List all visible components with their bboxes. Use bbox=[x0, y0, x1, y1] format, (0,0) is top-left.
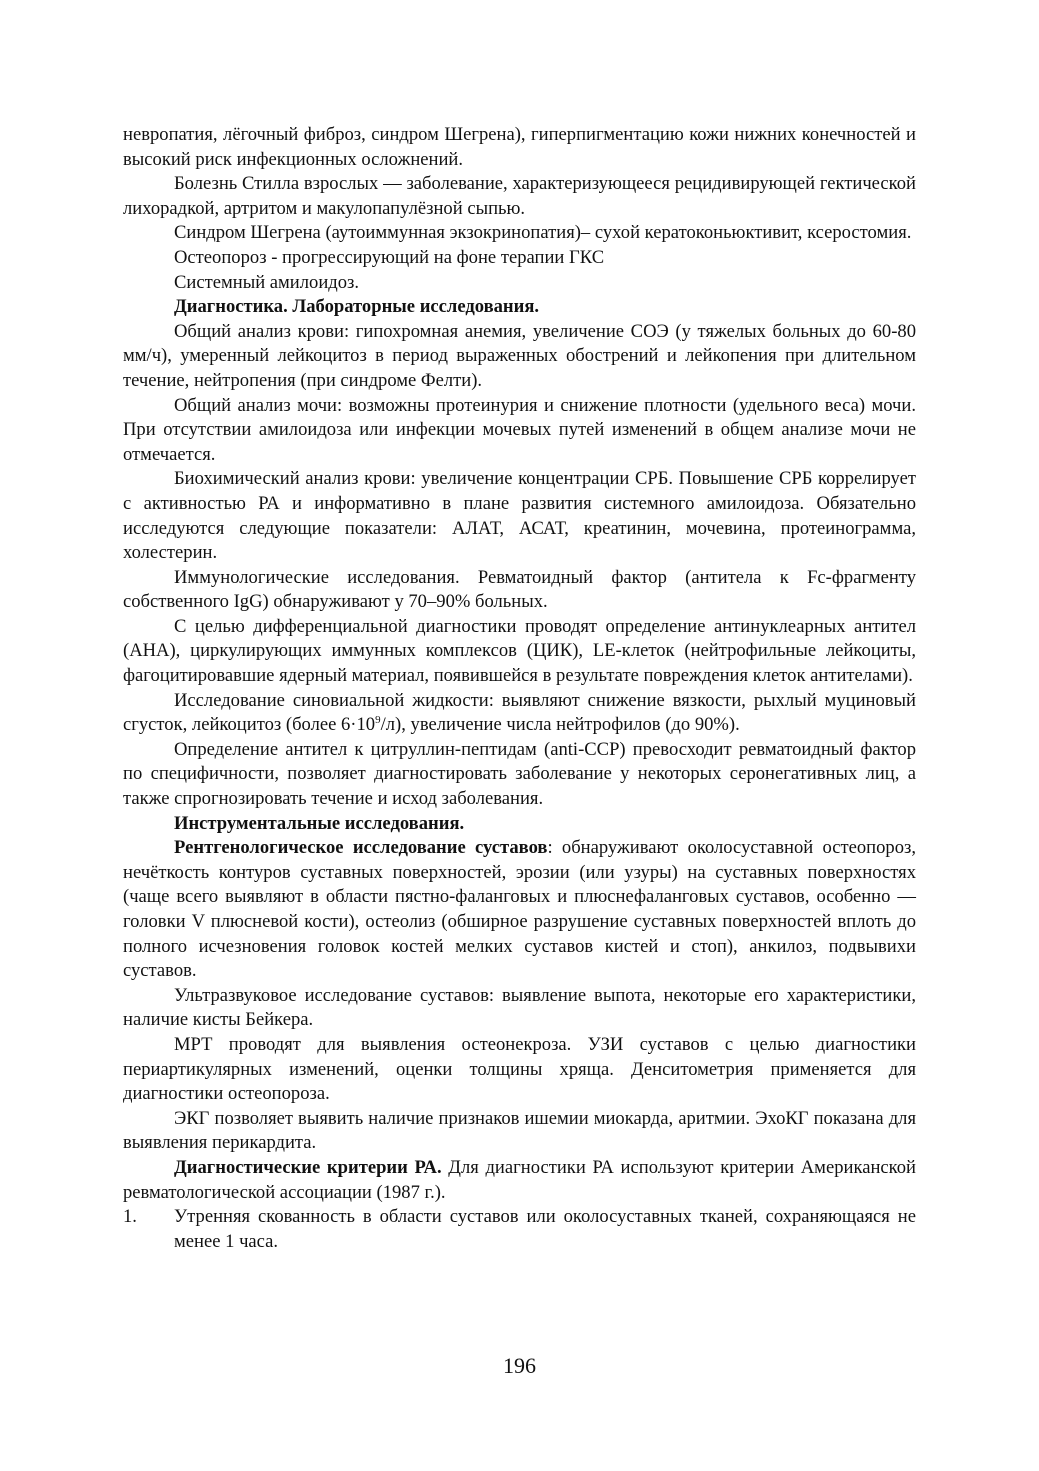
paragraph-xray bbox=[123, 836, 916, 984]
paragraph-ecg: ЭКГ позволяет выявить наличие признаков ишемии миокарда, аритмии. ЭхоКГ показана для выявления перикардита. bbox=[123, 1107, 916, 1154]
paragraph-osteoporosis: Остеопороз - прогрессирующий на фоне терапии ГКС bbox=[174, 246, 605, 268]
list-item-number: 1. bbox=[123, 1206, 137, 1228]
paragraph-sjogren: Синдром Шегрена (аутоиммунная экзокринопатия)– сухой кератоконьюктивит, ксеростомия. bbox=[174, 222, 912, 244]
paragraph-ultrasound: Ультразвуковое исследование суставов: выявление выпота, некоторые его характеристики, наличие кисты Бейкера. bbox=[123, 984, 916, 1031]
list-item-text: Утренняя скованность в области суставов или околосуставных тканей, сохраняющаяся не менее 1 часа. bbox=[174, 1206, 916, 1252]
paragraph-biochemistry: Биохимический анализ крови: увеличение концентрации СРБ. Повышение СРБ коррелирует с активностью РА и информативно в плане развития системного амилоидоза. Обязательно исследуются следующие показатели: АЛАТ, АСАТ, креатинин, мочевина, протеинограмма, холестерин. bbox=[123, 468, 916, 564]
list-item bbox=[123, 1205, 916, 1254]
paragraph-synovial-fluid bbox=[123, 689, 916, 738]
paragraph-immunology: Иммунологические исследования. Ревматоидный фактор (антитела к Fc-фрагменту собственного IgG) обнаруживают у 70–90% больных. bbox=[123, 566, 916, 613]
paragraph-urine-test: Общий анализ мочи: возможны протеинурия и снижение плотности (удельного веса) мочи. При отсутствии амилоидоза или инфекции мочевых путей изменений в общем анализе мочи не отмечается. bbox=[123, 394, 916, 465]
paragraph-amyloidosis: Системный амилоидоз. bbox=[174, 271, 360, 293]
paragraph-criteria bbox=[123, 1156, 916, 1205]
criteria-text: Для диагностики РА используют критерии Американской ревматологической ассоциации (1987 г.). bbox=[123, 1156, 916, 1203]
paragraph-complications: невропатия, лёгочный фиброз, синдром Шегрена), гиперпигментацию кожи нижних конечностей и высокий риск инфекционных осложнений. bbox=[123, 124, 916, 170]
paragraph-mri: МРТ проводят для выявления остеонекроза. УЗИ суставов с целью диагностики периартикулярных изменений, оценки толщины хряща. Денситометрия применяется для диагностики остеопороза. bbox=[123, 1033, 916, 1105]
synovial-superscript: 9 bbox=[375, 714, 381, 727]
criteria-bold-term: Диагностические критерии РА. bbox=[174, 1156, 442, 1178]
synovial-text-b: /л), увеличение числа нейтрофилов (до 90%). bbox=[380, 714, 740, 736]
paragraph-differential: С целью дифференциальной диагностики проводят определение антинуклеарных антител (АНА), циркулирующих иммунных комплексов (ЦИК), LE-клеток (нейтрофильные лейкоциты, фагоцитировавшие ядерный материал, появившейся в результате повреждения клеток антителами). bbox=[123, 615, 916, 687]
page-number: 196 bbox=[503, 1353, 536, 1378]
paragraph-still-disease: Болезнь Стилла взрослых — заболевание, характеризующееся рецидивирующей гектической лихорадкой, артритом и макулопапулёзной сыпью. bbox=[123, 173, 916, 219]
xray-bold-term: Рентгенологическое исследование суставов bbox=[174, 837, 548, 859]
heading-instrumental: Инструментальные исследования. bbox=[174, 812, 465, 834]
paragraph-blood-test: Общий анализ крови: гипохромная анемия, увеличение СОЭ (у тяжелых больных до 60-80 мм/ч), умеренный лейкоцитоз в период выраженных обострений и лейкопения при длительном течение, нейтропения (при синдроме Фелти). bbox=[123, 320, 916, 391]
paragraph-anti-ccp: Определение антител к цитруллин-пептидам (anti-CCP) превосходит ревматоидный фактор по специфичности, позволяет диагностировать заболевание у некоторых серонегативных лиц, а также спрогнозировать течение и исход заболевания. bbox=[123, 738, 916, 810]
heading-lab-diagnostics: Диагностика. Лабораторные исследования. bbox=[174, 296, 540, 318]
xray-text: : обнаруживают околосуставной остеопороз, нечёткость контуров суставных поверхностей, эрозии (или узуры) на суставных поверхностях (чаще всего выявляют в области пястно-фаланговых и плюснефаланговых суставов, особенно — головки V плюсневой кости), остеолиз (обширное разрушение суставных поверхностей вплоть до полного исчезновения головок костей мелких суставов кистей и стоп), анкилоз, подвывихи суставов. bbox=[123, 837, 916, 982]
page-body bbox=[123, 123, 916, 1254]
synovial-text-a: Исследование синовиальной жидкости: выявляют снижение вязкости, рыхлый муциновый сгусток, лейкоцитоз (более 6·10 bbox=[123, 689, 916, 736]
